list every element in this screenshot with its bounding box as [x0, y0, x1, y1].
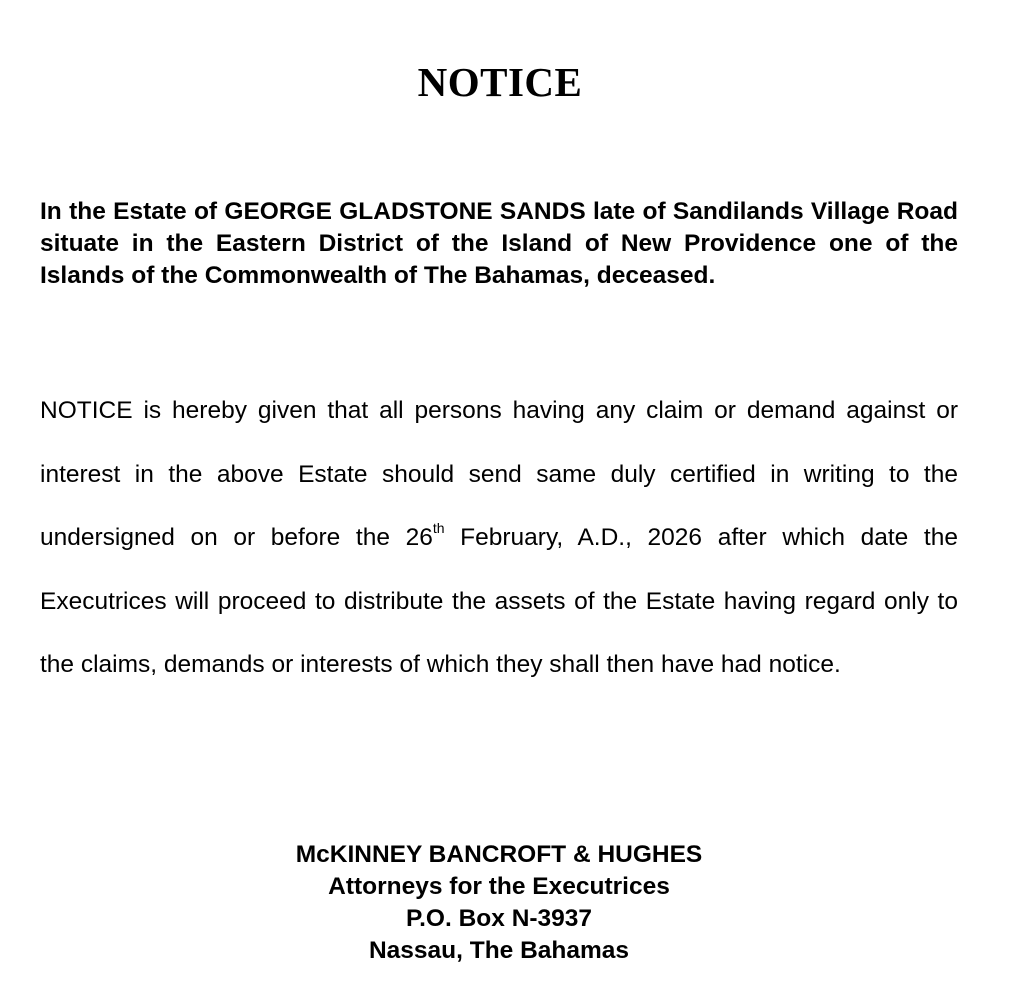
- ordinal-superscript: th: [432, 519, 445, 536]
- notice-body: [40, 379, 958, 697]
- notice-body-text-part2: February, A.D., 2026 after which date the Executrices will proceed to distribute the assets of the Estate having regard only to the claims, demands or interests of which they shall then have had notice.: [40, 524, 958, 678]
- notice-title: NOTICE: [417, 59, 583, 105]
- firm-name: McKINNEY BANCROFT & HUGHES: [295, 841, 703, 868]
- notice-body-text-part1: NOTICE is hereby given that all persons having any claim or demand against or interest in the above Estate should send same duly certified in writing to the undersigned on or before the 26: [40, 397, 958, 551]
- firm-location: Nassau, The Bahamas: [368, 937, 630, 964]
- signature-block: [0, 839, 998, 967]
- firm-role: Attorneys for the Executrices: [328, 873, 670, 900]
- estate-heading: In the Estate of GEORGE GLADSTONE SANDS late of Sandilands Village Road situate in the Eastern District of the Island of New Providence one of the Islands of the Commonwealth of The Bahamas, deceased.: [40, 198, 958, 289]
- po-box: P.O. Box N-3937: [405, 905, 593, 932]
